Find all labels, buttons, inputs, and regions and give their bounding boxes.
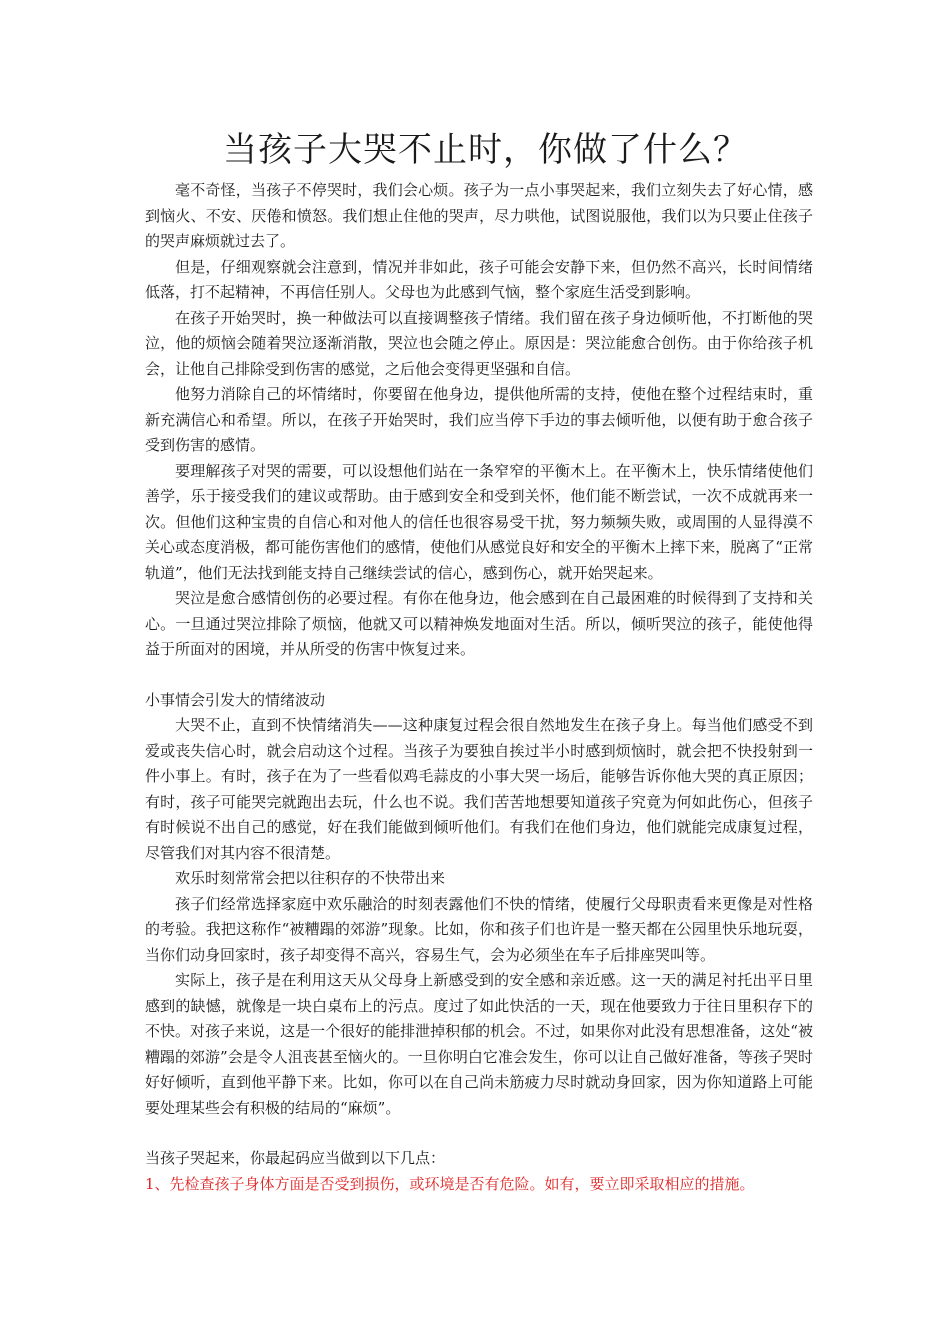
intro-paragraph-3: 在孩子开始哭时，换一种做法可以直接调整孩子情绪。我们留在孩子身边倾听他，不打断他的哭泣，他的烦恼会随着哭泣逐渐消散，哭泣也会随之停止。原因是：哭泣能愈合创伤。由于你给孩子机会，让他自己排除受到伤害的感觉，之后他会变得更坚强和自信。 <box>145 308 813 378</box>
section-heading-happy-moments: 欢乐时刻常常会把以往积存的不快带出来 <box>175 869 446 887</box>
section2-paragraph-2: 实际上，孩子是在利用这天从父母身上新感受到的安全感和亲近感。这一天的满足衬托出平日里感到的缺憾，就像是一块白桌布上的污点。度过了如此快活的一天，现在他要致力于往日里积存下的不快。对孩子来说，这是一个很好的能排泄掉积郁的机会。不过，如果你对此没有思想准备，这处“被糟蹋的郊游”会是令人沮丧甚至恼火的。一旦你明白它准会发生，你可以让自己做好准备，等孩子哭时好好倾听，直到他平静下来。比如，你可以在自己尚未筋疲力尽时就动身回家，因为你知道路上可能要处理某些会有积极的结局的“麻烦”。 <box>145 971 813 1117</box>
section2-paragraph-1: 孩子们经常选择家庭中欢乐融洽的时刻表露他们不快的情绪，使履行父母职责看来更像是对性格的考验。我把这称作“被糟蹋的郊游”现象。比如，你和孩子们也许是一整天都在公园里快乐地玩耍，当你们动身回家时，孩子却变得不高兴，容易生气，会为必须坐在车子后排座哭叫等。 <box>145 894 813 964</box>
page-title: 当孩子大哭不止时，你做了什么？ <box>223 130 748 170</box>
intro-paragraph-1: 毫不奇怪，当孩子不停哭时，我们会心烦。孩子为一点小事哭起来，我们立刻失去了好心情，感到恼火、不安、厌倦和愤怒。我们想止住他的哭声，尽力哄他，试图说服他，我们以为只要止住孩子的哭声麻烦就过去了。 <box>145 181 813 250</box>
intro-paragraph-2: 但是，仔细观察就会注意到，情况并非如此，孩子可能会安静下来，但仍然不高兴，长时间情绪低落，打不起精神，不再信任别人。父母也为此感到气恼，整个家庭生活受到影响。 <box>145 257 813 301</box>
section1-paragraph: 大哭不止，直到不快情绪消失——这种康复过程会很自然地发生在孩子身上。每当他们感受不到爱或丧失信心时，就会启动这个过程。当孩子为要独自挨过半小时感到烦恼时，就会把不快投射到一件小事上。有时，孩子在为了一些看似鸡毛蒜皮的小事大哭一场后，能够告诉你他大哭的真正原因；有时，孩子可能哭完就跑出去玩，什么也不说。我们苦苦地想要知道孩子究竟为何如此伤心，但孩子有时候说不出自己的感觉，好在我们能做到倾听他们。有我们在他们身边，他们就能完成康复过程，尽管我们对其内容不很清楚。 <box>145 716 813 862</box>
closing-lead: 当孩子哭起来，你最起码应当做到以下几点： <box>145 1149 446 1167</box>
closing-point-1: 1、先检查孩子身体方面是否受到损伤，或环境是否有危险。如有，要立即采取相应的措施。 <box>145 1174 755 1193</box>
section-heading-small-things: 小事情会引发大的情绪波动 <box>145 690 326 709</box>
document-page <box>145 122 813 1197</box>
intro-paragraph-6: 哭泣是愈合感情创伤的必要过程。有你在他身边，他会感到在自己最困难的时候得到了支持和关心。一旦通过哭泣排除了烦恼，他就又可以精神焕发地面对生活。所以，倾听哭泣的孩子，能使他得益于所面对的困境，并从所受的伤害中恢复过来。 <box>145 589 813 658</box>
intro-paragraph-4: 他努力消除自己的坏情绪时，你要留在他身边，提供他所需的支持，使他在整个过程结束时，重新充满信心和希望。所以，在孩子开始哭时，我们应当停下手边的事去倾听他，以便有助于愈合孩子受到伤害的感情。 <box>145 385 813 454</box>
intro-paragraph-5: 要理解孩子对哭的需要，可以设想他们站在一条窄窄的平衡木上。在平衡木上，快乐情绪使他们善学，乐于接受我们的建议或帮助。由于感到安全和受到关怀，他们能不断尝试，一次不成就再来一次。但他们这种宝贵的自信心和对他人的信任也很容易受干扰，努力频频失败，或周围的人显得漠不关心或态度消极，都可能伤害他们的感情，使他们从感觉良好和安全的平衡木上摔下来，脱离了“正常轨道”，他们无法找到能支持自己继续尝试的信心，感到伤心，就开始哭起来。 <box>145 461 813 582</box>
